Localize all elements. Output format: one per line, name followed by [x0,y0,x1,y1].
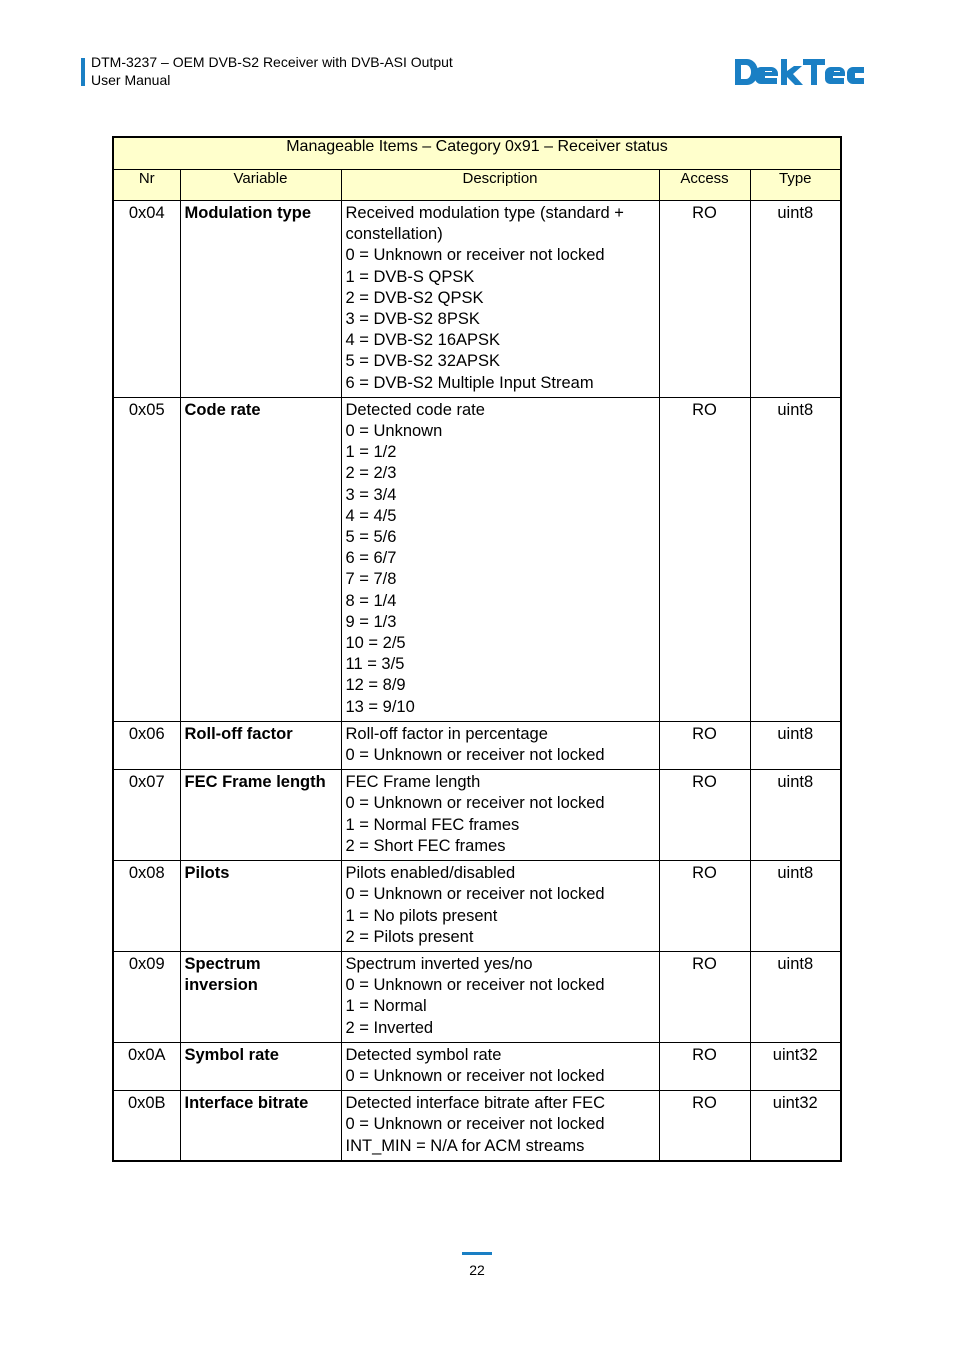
description-line: 10 = 2/5 [345,634,406,653]
cell-variable: FEC Frame length [180,770,341,861]
table-title: Manageable Items – Category 0x91 – Receiver status [113,137,841,170]
column-header-type: Type [750,170,841,201]
description-line: Spectrum inverted yes/no [345,954,533,973]
cell-type: uint32 [750,1042,841,1090]
cell-access: RO [659,721,750,769]
description-line: 3 = 3/4 [345,485,397,504]
header-accent-bar [81,58,85,86]
description-line: 0 = Unknown or receiver not locked [345,794,605,813]
table-row [113,201,841,398]
cell-description [341,397,659,721]
description-line: 0 = Unknown or receiver not locked [345,885,605,904]
description-line: 7 = 7/8 [345,570,397,589]
cell-nr: 0x08 [113,861,180,952]
description-line: 1 = DVB-S QPSK [345,267,475,286]
description-line: 1 = Normal [345,997,427,1016]
description-line: Roll-off factor in percentage [345,724,548,743]
cell-type: uint8 [750,721,841,769]
manageable-items-table [112,136,842,1162]
description-line: 3 = DVB-S2 8PSK [345,310,480,329]
description-line: 12 = 8/9 [345,676,406,695]
table-body [113,201,841,1161]
table-row [113,397,841,721]
document-header [91,53,453,89]
cell-nr: 0x06 [113,721,180,769]
table-row [113,721,841,769]
cell-nr: 0x04 [113,201,180,398]
description-line: 5 = DVB-S2 32APSK [345,352,501,371]
cell-type: uint32 [750,1091,841,1161]
description-line: 6 = 6/7 [345,549,397,568]
column-header-variable: Variable [180,170,341,201]
cell-variable: Symbol rate [180,1042,341,1090]
cell-type: uint8 [750,951,841,1042]
description-line: 2 = Inverted [345,1018,434,1037]
document-title: DTM-3237 – OEM DVB-S2 Receiver with DVB-ASI Output [91,54,453,70]
page-number: 22 [469,1262,485,1278]
description-line: 0 = Unknown or receiver not locked [345,1115,605,1134]
cell-nr: 0x05 [113,397,180,721]
description-line: Received modulation type (standard + [345,204,624,222]
table-row [113,861,841,952]
cell-access: RO [659,201,750,398]
cell-type: uint8 [750,861,841,952]
cell-nr: 0x0B [113,1091,180,1161]
cell-variable: Spectrum inversion [180,951,341,1042]
cell-nr: 0x0A [113,1042,180,1090]
description-line: 13 = 9/10 [345,697,415,716]
cell-description [341,721,659,769]
description-line: 0 = Unknown or receiver not locked [345,1066,605,1085]
cell-variable: Pilots [180,861,341,952]
description-line: 1 = No pilots present [345,906,498,925]
cell-description [341,201,659,398]
description-line: 0 = Unknown or receiver not locked [345,246,605,265]
cell-variable: Code rate [180,397,341,721]
description-line: 2 = 2/3 [345,464,397,483]
table-row [113,1042,841,1090]
cell-type: uint8 [750,397,841,721]
page-number-accent-bar [462,1252,492,1255]
description-line: Detected code rate [345,400,485,419]
description-line: 1 = 1/2 [345,443,397,462]
cell-type: uint8 [750,770,841,861]
description-line: Detected symbol rate [345,1045,502,1064]
description-line: constellation) [345,225,443,244]
cell-access: RO [659,951,750,1042]
description-line: 8 = 1/4 [345,591,397,610]
column-header-nr: Nr [113,170,180,201]
cell-description [341,1042,659,1090]
description-line: 11 = 3/5 [345,655,405,674]
description-line: INT_MIN = N/A for ACM streams [345,1136,585,1155]
cell-variable: Modulation type [180,201,341,398]
description-line: 6 = DVB-S2 Multiple Input Stream [345,373,594,392]
description-line: 0 = Unknown or receiver not locked [345,976,605,995]
description-line: 4 = 4/5 [345,506,397,525]
description-line: FEC Frame length [345,773,481,792]
cell-access: RO [659,397,750,721]
column-header-access: Access [659,170,750,201]
description-line: 2 = DVB-S2 QPSK [345,288,484,307]
description-line: Pilots enabled/disabled [345,864,516,883]
cell-description [341,951,659,1042]
cell-description [341,1091,659,1161]
description-line: 4 = DVB-S2 16APSK [345,331,501,350]
description-line: 5 = 5/6 [345,528,397,547]
description-line: 2 = Short FEC frames [345,836,506,855]
table-row [113,1091,841,1161]
cell-access: RO [659,770,750,861]
document-subtitle: User Manual [91,72,171,88]
cell-type: uint8 [750,201,841,398]
cell-access: RO [659,1042,750,1090]
table-row [113,770,841,861]
dektec-logo [733,55,865,89]
table-row [113,951,841,1042]
cell-nr: 0x07 [113,770,180,861]
cell-variable: Roll-off factor [180,721,341,769]
cell-variable: Interface bitrate [180,1091,341,1161]
cell-description [341,770,659,861]
cell-nr: 0x09 [113,951,180,1042]
column-header-description: Description [341,170,659,201]
cell-description [341,861,659,952]
description-line: 1 = Normal FEC frames [345,815,520,834]
cell-access: RO [659,861,750,952]
description-line: 9 = 1/3 [345,612,397,631]
cell-access: RO [659,1091,750,1161]
description-line: Detected interface bitrate after FEC [345,1094,606,1113]
description-line: 2 = Pilots present [345,927,474,946]
description-line: 0 = Unknown or receiver not locked [345,746,605,765]
description-line: 0 = Unknown [345,422,443,441]
